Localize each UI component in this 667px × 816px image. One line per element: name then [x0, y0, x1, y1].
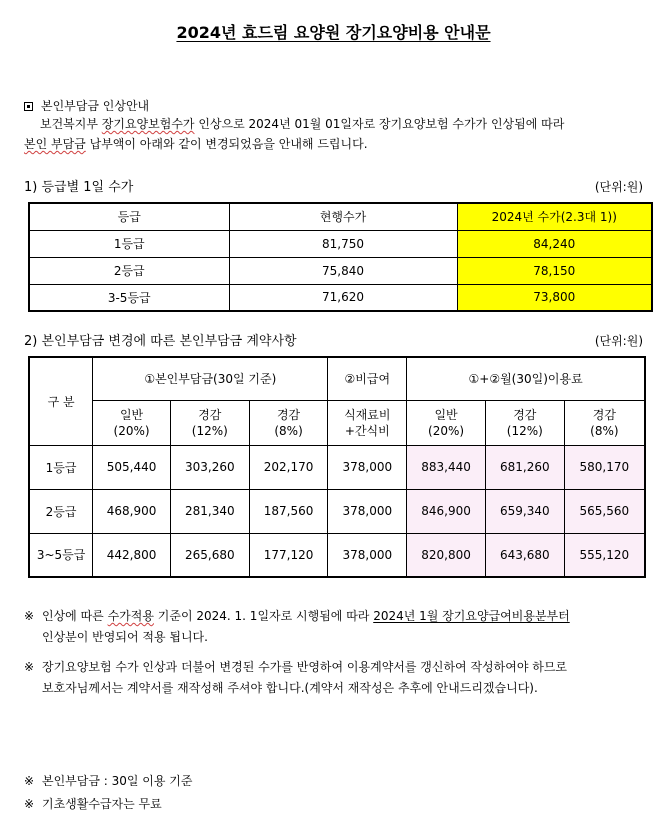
table-header-row [29, 203, 652, 230]
subheader-cell [249, 400, 328, 445]
subheader-cell [170, 400, 249, 445]
note-text: 인상에 따른 [42, 609, 108, 623]
subheader-cell [93, 400, 171, 445]
table2-heading [24, 330, 297, 349]
table-row [29, 533, 645, 577]
grade-cell: 3~5등급 [29, 533, 93, 577]
subheader-cell [485, 400, 564, 445]
monthly-cell: 565,560 [564, 489, 645, 533]
new-fee-cell: 73,800 [457, 284, 652, 311]
note-text: 장기요양보험 수가 인상과 더불어 변경된 수가를 반영하여 이용계약서를 갱신하여 작성하여야 하므로 [42, 660, 568, 674]
monthly-cell: 580,170 [564, 445, 645, 489]
value-cell: 378,000 [328, 445, 407, 489]
group-header-noncovered: ②비급여 [328, 357, 407, 400]
value-cell: 281,340 [170, 489, 249, 533]
section-heading-text: 본인부담금 인상안내 [41, 99, 150, 113]
value-cell: 442,800 [93, 533, 171, 577]
footnote-text: 기초생활수급자는 무료 [42, 797, 162, 811]
table-row [29, 489, 645, 533]
current-fee-cell: 81,750 [229, 230, 457, 257]
intro-text: 본인 부담금 [24, 137, 86, 151]
value-cell: 378,000 [328, 533, 407, 577]
grade-cell: 3-5등급 [29, 284, 229, 311]
monthly-cell: 555,120 [564, 533, 645, 577]
note-text: 인상분이 반영되어 적용 됩니다. [42, 630, 208, 644]
note-text: 수가적용 [107, 609, 154, 623]
intro-text: 장기요양보험수가 [101, 117, 195, 131]
table-row [29, 257, 652, 284]
note-2 [24, 657, 664, 699]
value-cell: 202,170 [249, 445, 328, 489]
fee-table [28, 202, 653, 312]
subheader-cell [564, 400, 645, 445]
reference-mark: ※ [24, 609, 35, 623]
subheader-line: (20%) [113, 423, 150, 438]
table-row [29, 445, 645, 489]
table-subheader-row [29, 400, 645, 445]
footnote-text: 본인부담금 : 30일 이용 기준 [42, 774, 193, 788]
subheader-line: 일반 [119, 407, 144, 422]
group-header-monthly: ①+②월(30일)이용료 [407, 357, 645, 400]
table2-unit: (단위:원) [594, 334, 643, 348]
intro-text: 인상으로 2024년 01월 01일자로 장기요양보험 수가가 인상됨에 따라 [194, 117, 565, 131]
subheader-line: (8%) [590, 423, 619, 438]
grade-cell: 1등급 [29, 230, 229, 257]
subheader-line: 경감 [198, 407, 222, 422]
corner-cell: 구 분 [29, 357, 93, 445]
grade-cell: 2등급 [29, 489, 93, 533]
note-text: 기준이 2024. 1. 1일자로 시행됨에 따라 [153, 609, 374, 623]
note-text: 2024년 1월 장기요양급여비용분부터 [373, 609, 570, 623]
header-cell: 현행수가 [229, 203, 457, 230]
value-cell: 187,560 [249, 489, 328, 533]
monthly-cell: 846,900 [407, 489, 486, 533]
subheader-cell [407, 400, 486, 445]
subheader-line: (12%) [506, 423, 543, 438]
header-cell: 등급 [29, 203, 229, 230]
monthly-cell: 681,260 [485, 445, 564, 489]
grade-cell: 2등급 [29, 257, 229, 284]
monthly-cell: 643,680 [485, 533, 564, 577]
reference-mark: ※ [24, 774, 35, 788]
table-row [29, 230, 652, 257]
monthly-cell: 820,800 [407, 533, 486, 577]
intro-text: 보건복지부 [40, 117, 102, 131]
value-cell: 468,900 [93, 489, 171, 533]
subheader-line: 경감 [513, 407, 537, 422]
current-fee-cell: 71,620 [229, 284, 457, 311]
value-cell: 303,260 [170, 445, 249, 489]
note-1 [24, 606, 664, 648]
current-fee-cell: 75,840 [229, 257, 457, 284]
table-row [29, 284, 652, 311]
section-heading [24, 97, 149, 114]
value-cell: 378,000 [328, 489, 407, 533]
subheader-line: 경감 [276, 407, 301, 422]
intro-paragraph [24, 114, 664, 154]
header-cell: 2024년 수가(2.3대 1)) [457, 203, 652, 230]
subheader-line: (8%) [274, 423, 303, 438]
subheader-line: +간식비 [344, 423, 390, 438]
monthly-cell: 659,340 [485, 489, 564, 533]
reference-mark: ※ [24, 660, 35, 674]
monthly-cell: 883,440 [407, 445, 486, 489]
subheader-cell [328, 400, 407, 445]
footnote-1 [24, 771, 664, 792]
subheader-line: 식재료비 [344, 407, 391, 422]
copay-table [28, 356, 646, 578]
subheader-line: 경감 [592, 407, 616, 422]
subheader-line: 일반 [434, 407, 458, 422]
page-title: 2024년 효드림 요양원 장기요양비용 안내문 [176, 23, 491, 42]
subheader-line: (12%) [191, 423, 228, 438]
table1-unit: (단위:원) [594, 180, 643, 194]
table2-heading-text: 2) 본인부담금 변경에 따른 본인부담금 계약사항 [24, 334, 297, 349]
group-header-copay: ①본인부담금(30일 기준) [93, 357, 328, 400]
subheader-line: (20%) [428, 423, 465, 438]
value-cell: 177,120 [249, 533, 328, 577]
value-cell: 505,440 [93, 445, 171, 489]
intro-text: 납부액이 아래와 같이 변경되었음을 안내해 드립니다. [85, 137, 368, 151]
table-header-row [29, 357, 645, 400]
value-cell: 265,680 [170, 533, 249, 577]
note-text: 보호자님께서는 계약서를 재작성해 주셔야 합니다.(계약서 재작성은 추후에 안내드리겠습니다). [42, 681, 538, 695]
new-fee-cell: 84,240 [457, 230, 652, 257]
footnote-2 [24, 794, 664, 815]
table1-heading: 1) 등급별 1일 수가 [24, 180, 134, 195]
new-fee-cell: 78,150 [457, 257, 652, 284]
reference-mark: ※ [24, 797, 35, 811]
grade-cell: 1등급 [29, 445, 93, 489]
square-bullet-icon [24, 102, 33, 111]
